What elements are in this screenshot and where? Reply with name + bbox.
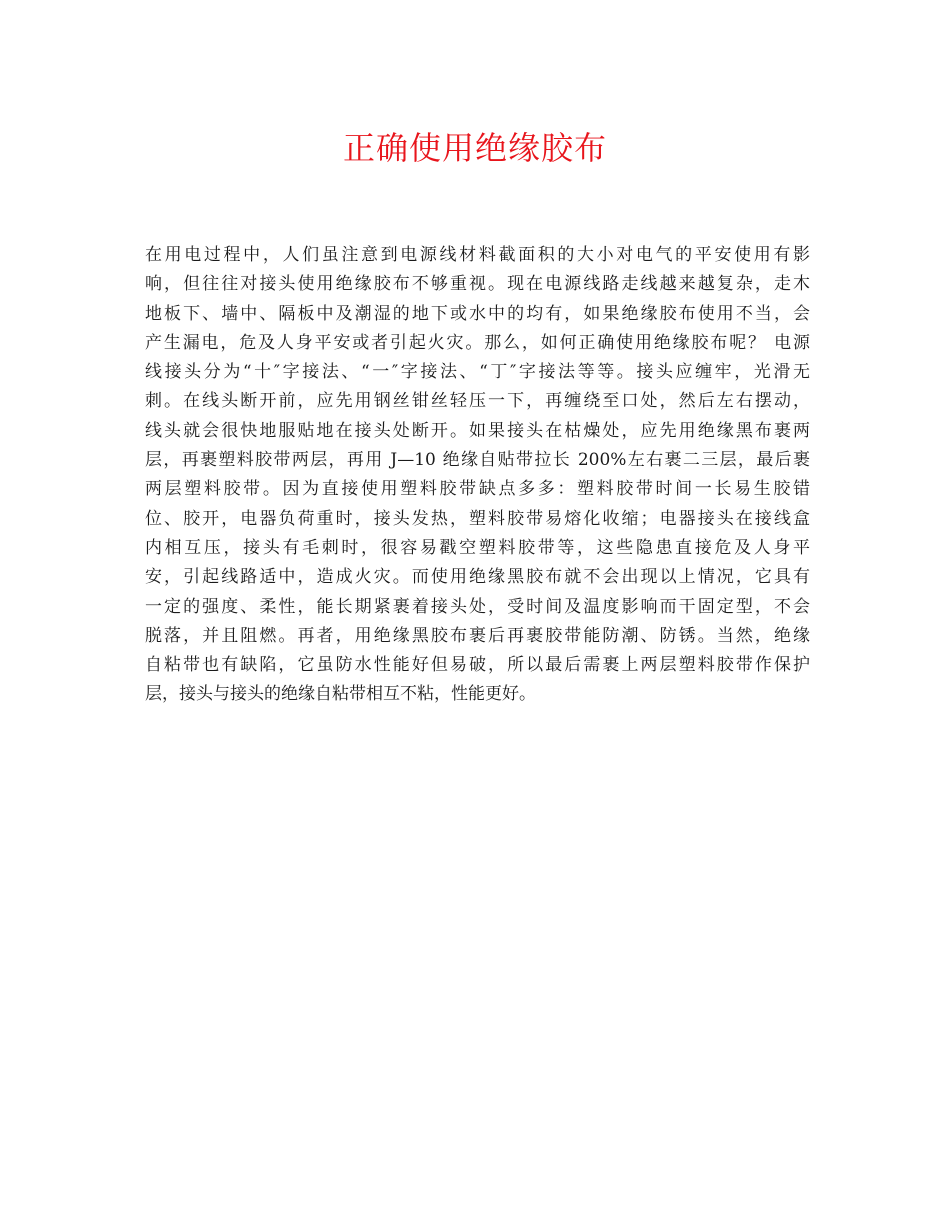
- document-body: [145, 241, 810, 710]
- body-line: 层，接头与接头的绝缘自粘带相互不粘，性能更好。: [145, 684, 536, 705]
- body-line: 线头就会很快地服贴地在接头处断开。如果接头在枯燥处，应先用绝缘黑布裹两: [145, 420, 810, 441]
- body-line: 一定的强度、柔性，能长期紧裹着接头处，受时间及温度影响而干固定型，不会: [145, 596, 810, 617]
- body-line: 产生漏电，危及人身平安或者引起火灾。那么，如何正确使用绝缘胶布呢？ 电源: [145, 332, 810, 353]
- body-line: 安，引起线路适中，造成火灾。而使用绝缘黑胶布就不会出现以上情况，它具有: [145, 567, 810, 588]
- body-line: 内相互压，接头有毛刺时，很容易戳空塑料胶带等，这些隐患直接危及人身平: [145, 537, 810, 558]
- body-line: 线接头分为“十″字接法、“一″字接法、“丁″字接法等等。接头应缠牢，光滑无: [145, 362, 810, 383]
- body-line: 自粘带也有缺陷，它虽防水性能好但易破，所以最后需裹上两层塑料胶带作保护: [145, 655, 810, 676]
- body-line: 位、胶开，电器负荷重时，接头发热，塑料胶带易熔化收缩；电器接头在接线盒: [145, 508, 810, 529]
- body-line: 脱落，并且阻燃。再者，用绝缘黑胶布裹后再裹胶带能防潮、防锈。当然，绝缘: [145, 625, 810, 646]
- body-line: 层，再裹塑料胶带两层，再用 J—10 绝缘自贴带拉长 200%左右裹二三层，最后裹: [145, 450, 810, 471]
- body-line: 在用电过程中，人们虽注意到电源线材料截面积的大小对电气的平安使用有影: [145, 245, 810, 265]
- body-line: 响，但往往对接头使用绝缘胶布不够重视。现在电源线路走线越来越复杂，走木: [145, 274, 810, 295]
- body-line: 刺。在线头断开前，应先用钢丝钳丝轻压一下，再缠绕至口处，然后左右摆动，: [145, 391, 810, 412]
- body-line: 两层塑料胶带。因为直接使用塑料胶带缺点多多：塑料胶带时间一长易生胶错: [145, 479, 810, 500]
- body-line: 地板下、墙中、隔板中及潮湿的地下或水中的均有，如果绝缘胶布使用不当，会: [145, 303, 810, 324]
- document-title: 正确使用绝缘胶布: [342, 129, 607, 167]
